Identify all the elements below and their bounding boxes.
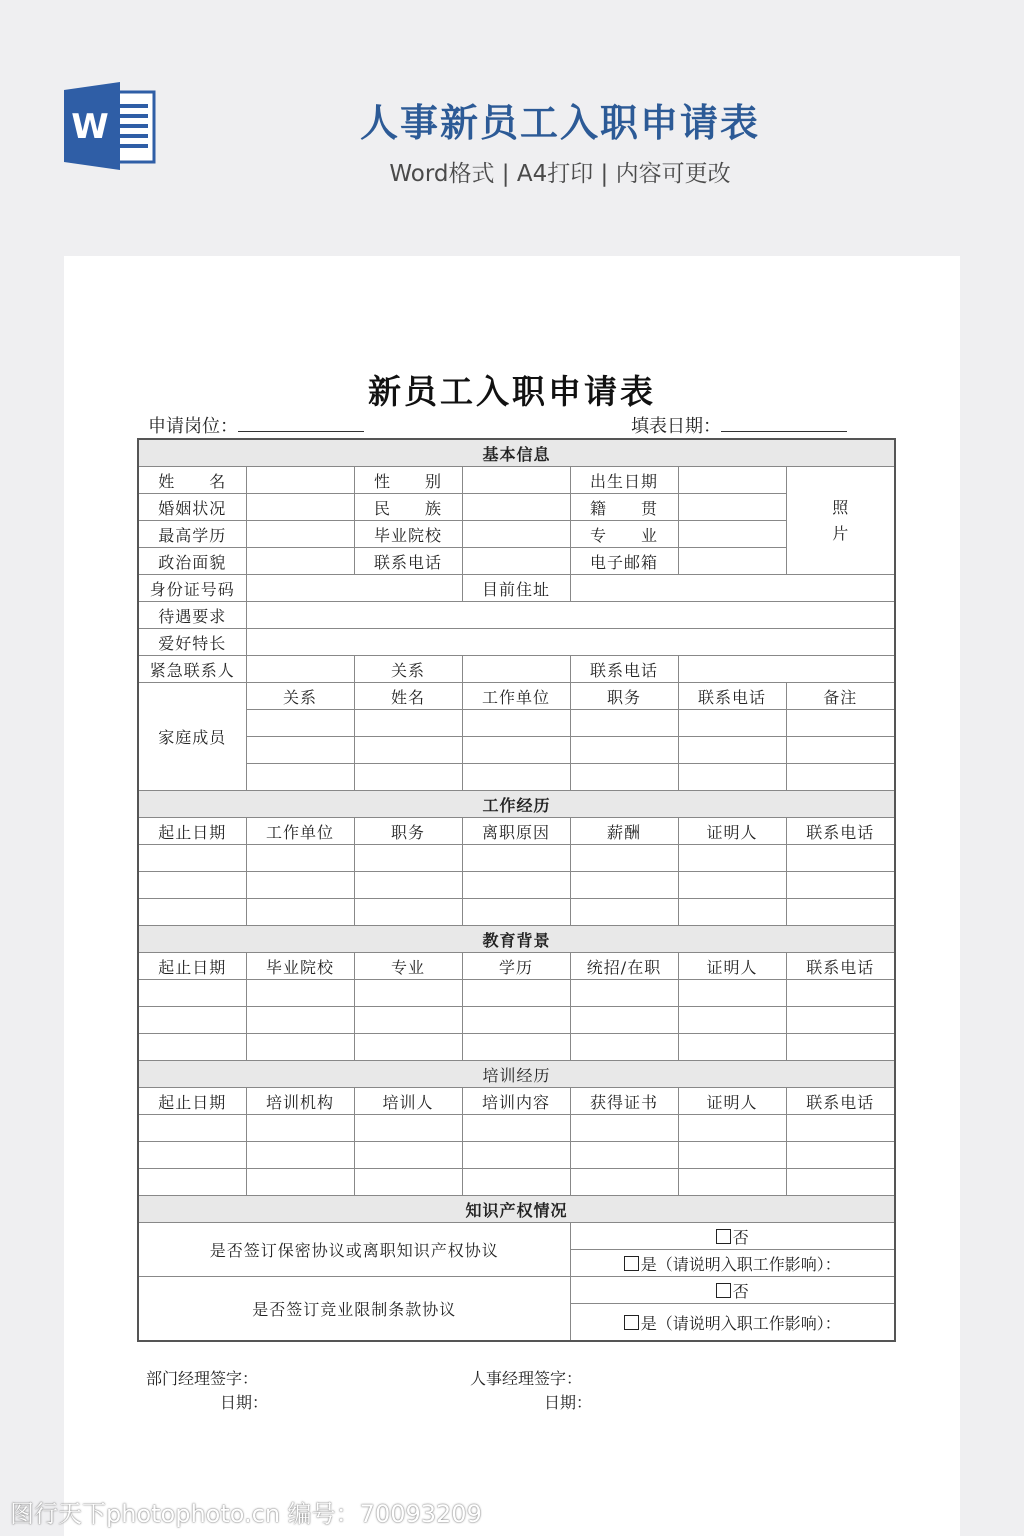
edu-cell[interactable] — [678, 980, 786, 1007]
ip-question-confidentiality: 是否签订保密协议或离职知识产权协议 — [138, 1223, 570, 1277]
work-cell[interactable] — [570, 845, 678, 872]
work-cell[interactable] — [354, 899, 462, 926]
family-header: 关系 — [246, 683, 354, 710]
edu-cell[interactable] — [570, 1007, 678, 1034]
position-input[interactable] — [238, 417, 364, 432]
family-row — [138, 764, 895, 791]
label-family: 家庭成员 — [138, 683, 246, 791]
option-no-label: 否 — [732, 1281, 749, 1301]
label-phone: 联系电话 — [354, 548, 462, 575]
work-cell[interactable] — [678, 899, 786, 926]
input-major[interactable] — [678, 521, 786, 548]
ip-option-no[interactable] — [570, 1223, 895, 1250]
work-cell[interactable] — [246, 845, 354, 872]
family-cell[interactable] — [570, 710, 678, 737]
family-cell[interactable] — [786, 710, 895, 737]
edu-cell[interactable] — [570, 980, 678, 1007]
input-ethnicity[interactable] — [462, 494, 570, 521]
family-cell[interactable] — [786, 737, 895, 764]
hr-date: 日期： — [544, 1393, 593, 1412]
input-salary[interactable] — [246, 602, 895, 629]
train-cell[interactable] — [678, 1169, 786, 1196]
input-marital[interactable] — [246, 494, 354, 521]
input-gender[interactable] — [462, 467, 570, 494]
watermark: 图行天下photophoto.cn 编号：70093209 — [10, 1500, 482, 1528]
table-row — [138, 953, 895, 980]
work-header: 联系电话 — [786, 818, 895, 845]
edu-cell[interactable] — [246, 980, 354, 1007]
work-cell[interactable] — [678, 845, 786, 872]
train-cell[interactable] — [786, 1169, 895, 1196]
input-birth[interactable] — [678, 467, 786, 494]
edu-cell[interactable] — [462, 980, 570, 1007]
train-header: 培训人 — [354, 1088, 462, 1115]
input-email[interactable] — [678, 548, 786, 575]
section-training: 培训经历 — [138, 1061, 895, 1088]
edu-cell[interactable] — [354, 1007, 462, 1034]
option-no-label: 否 — [732, 1227, 749, 1247]
family-cell[interactable] — [246, 710, 354, 737]
table-row — [138, 494, 895, 521]
train-cell[interactable] — [354, 1142, 462, 1169]
train-cell[interactable] — [138, 1142, 246, 1169]
train-cell[interactable] — [138, 1169, 246, 1196]
input-education[interactable] — [246, 521, 354, 548]
edu-header: 证明人 — [678, 953, 786, 980]
train-header: 获得证书 — [570, 1088, 678, 1115]
input-origin[interactable] — [678, 494, 786, 521]
work-cell[interactable] — [570, 899, 678, 926]
input-relation[interactable] — [462, 656, 570, 683]
section-row — [138, 439, 895, 467]
edu-cell[interactable] — [138, 1007, 246, 1034]
family-cell[interactable] — [570, 764, 678, 791]
edu-cell[interactable] — [354, 980, 462, 1007]
edu-cell[interactable] — [570, 1034, 678, 1061]
family-cell[interactable] — [678, 710, 786, 737]
train-cell[interactable] — [354, 1169, 462, 1196]
train-row — [138, 1115, 895, 1142]
edu-header: 专业 — [354, 953, 462, 980]
work-cell[interactable] — [246, 899, 354, 926]
photo-label-2: 片 — [832, 523, 849, 543]
work-cell[interactable] — [246, 872, 354, 899]
edu-cell[interactable] — [246, 1007, 354, 1034]
train-cell[interactable] — [354, 1115, 462, 1142]
document-page — [64, 256, 960, 1536]
section-work: 工作经历 — [138, 791, 895, 818]
family-header: 联系电话 — [678, 683, 786, 710]
section-row — [138, 1196, 895, 1223]
label-political: 政治面貌 — [138, 548, 246, 575]
input-name[interactable] — [246, 467, 354, 494]
train-row — [138, 1169, 895, 1196]
edu-row — [138, 1034, 895, 1061]
edu-header: 联系电话 — [786, 953, 895, 980]
hr-manager-signature: 人事经理签字： — [470, 1369, 583, 1388]
table-row — [138, 467, 895, 494]
train-cell[interactable] — [570, 1142, 678, 1169]
train-cell[interactable] — [570, 1169, 678, 1196]
train-cell[interactable] — [570, 1115, 678, 1142]
table-row — [138, 656, 895, 683]
table-row — [138, 548, 895, 575]
section-row — [138, 1061, 895, 1088]
edu-row — [138, 980, 895, 1007]
train-cell[interactable] — [786, 1115, 895, 1142]
label-ethnicity: 民 族 — [354, 494, 462, 521]
train-cell[interactable] — [678, 1142, 786, 1169]
train-cell[interactable] — [246, 1169, 354, 1196]
date-input[interactable] — [721, 417, 847, 432]
edu-cell[interactable] — [462, 1034, 570, 1061]
work-row — [138, 845, 895, 872]
edu-row — [138, 1007, 895, 1034]
train-header: 起止日期 — [138, 1088, 246, 1115]
checkbox-icon[interactable] — [716, 1283, 731, 1298]
input-id-number[interactable] — [246, 575, 462, 602]
edu-cell[interactable] — [354, 1034, 462, 1061]
edu-cell[interactable] — [138, 1034, 246, 1061]
family-header: 工作单位 — [462, 683, 570, 710]
edu-cell[interactable] — [786, 1007, 895, 1034]
label-relation: 关系 — [354, 656, 462, 683]
label-address: 目前住址 — [462, 575, 570, 602]
document-title: 新员工入职申请表 — [368, 372, 656, 411]
label-email: 电子邮箱 — [570, 548, 678, 575]
label-name: 姓 名 — [138, 467, 246, 494]
section-education: 教育背景 — [138, 926, 895, 953]
work-header: 薪酬 — [570, 818, 678, 845]
family-header: 姓名 — [354, 683, 462, 710]
ip-row — [138, 1223, 895, 1250]
work-header: 职务 — [354, 818, 462, 845]
section-basic-info: 基本信息 — [138, 439, 895, 467]
checkbox-icon[interactable] — [624, 1315, 639, 1330]
edu-cell[interactable] — [138, 980, 246, 1007]
work-cell[interactable] — [678, 872, 786, 899]
word-document-icon — [64, 82, 156, 170]
family-cell[interactable] — [462, 764, 570, 791]
edu-cell[interactable] — [462, 1007, 570, 1034]
position-label: 申请岗位： — [148, 416, 238, 437]
train-cell[interactable] — [786, 1142, 895, 1169]
page-title: 人事新员工入职申请表 — [359, 101, 760, 145]
family-cell[interactable] — [246, 737, 354, 764]
application-form-table — [137, 438, 896, 1342]
logo-letter: W — [71, 107, 109, 147]
checkbox-icon[interactable] — [716, 1229, 731, 1244]
family-header: 备注 — [786, 683, 895, 710]
family-cell[interactable] — [462, 710, 570, 737]
table-row — [138, 1088, 895, 1115]
train-header: 证明人 — [678, 1088, 786, 1115]
train-cell[interactable] — [462, 1142, 570, 1169]
label-education: 最高学历 — [138, 521, 246, 548]
label-emergency: 紧急联系人 — [138, 656, 246, 683]
train-header: 培训机构 — [246, 1088, 354, 1115]
edu-cell[interactable] — [786, 980, 895, 1007]
section-row — [138, 791, 895, 818]
work-header: 离职原因 — [462, 818, 570, 845]
table-row — [138, 602, 895, 629]
edu-cell[interactable] — [678, 1034, 786, 1061]
photo-box[interactable] — [786, 467, 895, 575]
label-salary: 待遇要求 — [138, 602, 246, 629]
label-marital: 婚姻状况 — [138, 494, 246, 521]
train-header: 培训内容 — [462, 1088, 570, 1115]
option-yes-label: 是（请说明入职工作影响）： — [640, 1254, 841, 1274]
work-cell[interactable] — [462, 872, 570, 899]
label-id-number: 身份证号码 — [138, 575, 246, 602]
edu-header: 毕业院校 — [246, 953, 354, 980]
input-address[interactable] — [570, 575, 895, 602]
section-ip: 知识产权情况 — [138, 1196, 895, 1223]
dept-manager-signature: 部门经理签字： — [146, 1369, 259, 1388]
work-header: 工作单位 — [246, 818, 354, 845]
input-emergency[interactable] — [246, 656, 354, 683]
work-cell[interactable] — [354, 845, 462, 872]
family-cell[interactable] — [354, 764, 462, 791]
family-cell[interactable] — [570, 737, 678, 764]
edu-cell[interactable] — [678, 1007, 786, 1034]
ip-option-no[interactable] — [570, 1277, 895, 1304]
work-cell[interactable] — [138, 845, 246, 872]
label-birth: 出生日期 — [570, 467, 678, 494]
label-major: 专 业 — [570, 521, 678, 548]
family-cell[interactable] — [354, 710, 462, 737]
work-cell[interactable] — [786, 845, 895, 872]
family-cell[interactable] — [246, 764, 354, 791]
input-hobby[interactable] — [246, 629, 895, 656]
train-cell[interactable] — [678, 1115, 786, 1142]
table-row — [138, 629, 895, 656]
section-row — [138, 926, 895, 953]
edu-cell[interactable] — [246, 1034, 354, 1061]
train-row — [138, 1142, 895, 1169]
train-cell[interactable] — [462, 1169, 570, 1196]
table-row — [138, 683, 895, 710]
work-cell[interactable] — [786, 899, 895, 926]
train-cell[interactable] — [138, 1115, 246, 1142]
work-cell[interactable] — [354, 872, 462, 899]
option-yes-label: 是（请说明入职工作影响）： — [640, 1313, 841, 1333]
work-header: 起止日期 — [138, 818, 246, 845]
work-cell[interactable] — [462, 899, 570, 926]
family-row — [138, 737, 895, 764]
edu-header: 起止日期 — [138, 953, 246, 980]
work-cell[interactable] — [786, 872, 895, 899]
family-cell[interactable] — [462, 737, 570, 764]
ip-option-yes[interactable] — [570, 1304, 895, 1342]
input-political[interactable] — [246, 548, 354, 575]
edu-header: 统招/在职 — [570, 953, 678, 980]
family-row — [138, 710, 895, 737]
label-emergency-phone: 联系电话 — [570, 656, 678, 683]
table-row — [138, 521, 895, 548]
label-origin: 籍 贯 — [570, 494, 678, 521]
train-cell[interactable] — [246, 1115, 354, 1142]
label-gender: 性 别 — [354, 467, 462, 494]
family-header: 职务 — [570, 683, 678, 710]
work-row — [138, 872, 895, 899]
edu-header: 学历 — [462, 953, 570, 980]
dept-date: 日期： — [220, 1393, 269, 1412]
ip-question-noncompete: 是否签订竞业限制条款协议 — [138, 1277, 570, 1342]
photo-label-1: 照 — [832, 497, 849, 517]
family-cell[interactable] — [678, 764, 786, 791]
input-school[interactable] — [462, 521, 570, 548]
ip-row — [138, 1277, 895, 1304]
table-row — [138, 818, 895, 845]
checkbox-icon[interactable] — [624, 1256, 639, 1271]
date-field — [631, 412, 847, 438]
work-cell[interactable] — [138, 872, 246, 899]
work-cell[interactable] — [570, 872, 678, 899]
label-school: 毕业院校 — [354, 521, 462, 548]
family-cell[interactable] — [786, 764, 895, 791]
family-cell[interactable] — [354, 737, 462, 764]
ip-option-yes[interactable] — [570, 1250, 895, 1277]
edu-cell[interactable] — [786, 1034, 895, 1061]
train-cell[interactable] — [462, 1115, 570, 1142]
table-row — [138, 575, 895, 602]
train-header: 联系电话 — [786, 1088, 895, 1115]
train-cell[interactable] — [246, 1142, 354, 1169]
page-subtitle: Word格式 | A4打印 | 内容可更改 — [389, 161, 731, 187]
position-field — [148, 412, 364, 438]
family-cell[interactable] — [678, 737, 786, 764]
label-hobby: 爱好特长 — [138, 629, 246, 656]
input-emergency-phone[interactable] — [678, 656, 895, 683]
work-cell[interactable] — [138, 899, 246, 926]
input-phone[interactable] — [462, 548, 570, 575]
date-label: 填表日期： — [631, 416, 721, 437]
work-row — [138, 899, 895, 926]
work-header: 证明人 — [678, 818, 786, 845]
work-cell[interactable] — [462, 845, 570, 872]
